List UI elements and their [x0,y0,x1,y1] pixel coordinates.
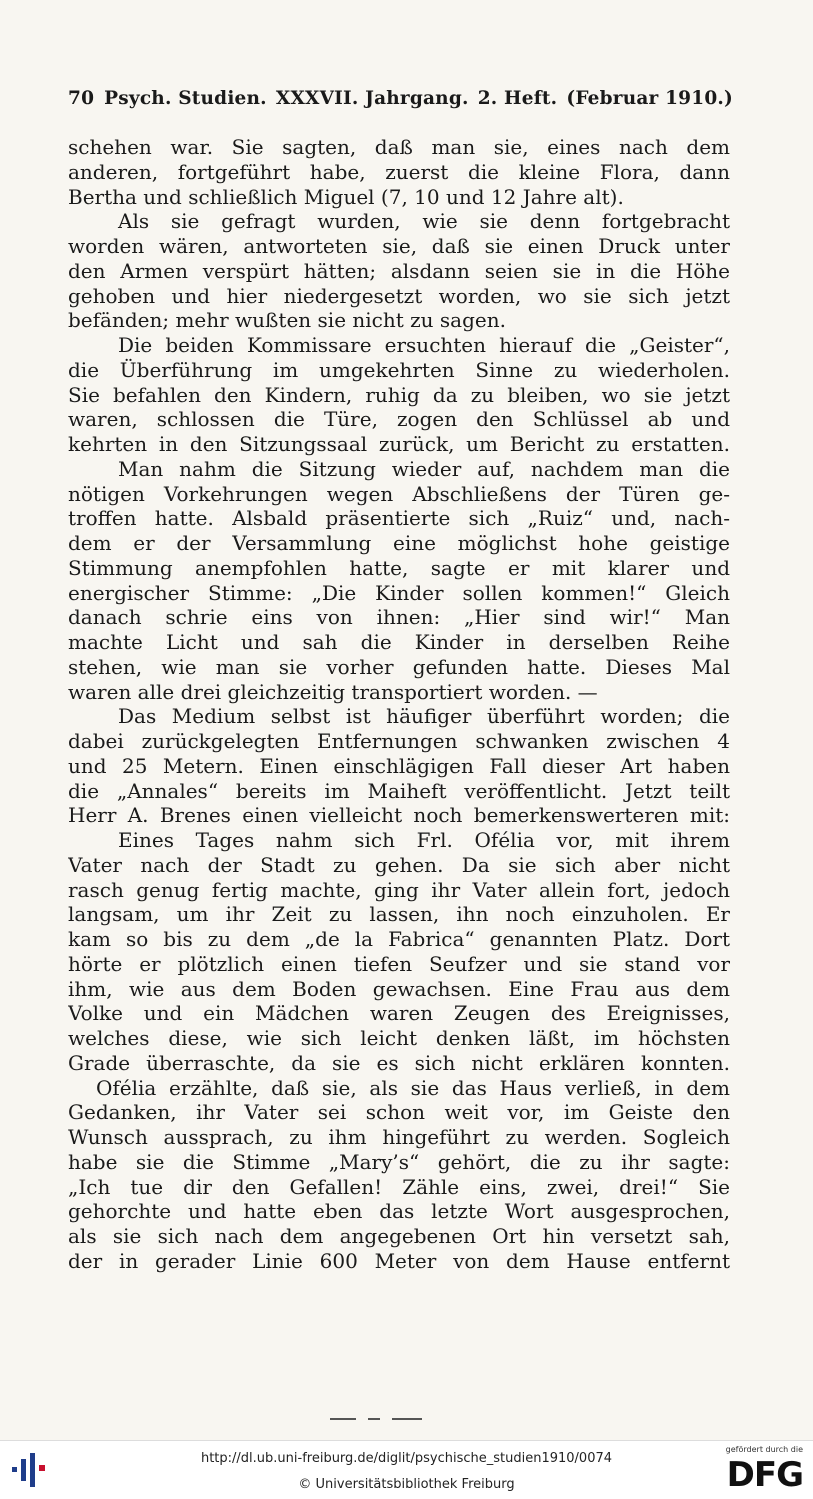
text-line: energischer Stimme: „Die Kinder sollen kommen!“ Gleich [68,580,730,605]
text-line: Grade überraschte, da sie es sich nicht erklären konnten. [68,1050,730,1075]
text-line: Herr A. Brenes einen vielleicht noch bemerkenswerteren mit: [68,803,730,828]
text-line: Bertha und schließlich Miguel (7, 10 und 12 Jahre alt). [68,184,624,209]
volume: XXXVII. Jahrgang. [275,88,469,109]
text-line: gehoben und hier niedergesetzt worden, wo sie sich jetzt [68,283,730,308]
text-line: Gedanken, ihr Vater sei schon weit vor, im Geiste den [68,1100,730,1125]
text-line: Die beiden Kommissare ersuchten hierauf die „Geister“, [118,333,730,357]
text-line: danach schrie eins von ihnen: „Hier sind wir!“ Man [68,605,730,630]
text-line: „Ich tue dir den Gefallen! Zähle eins, zwei, drei!“ Sie [68,1174,730,1199]
printer-marks [330,1418,422,1420]
body-text [68,135,730,1274]
issue: 2. Heft. [477,88,558,109]
page-number: 70 [68,88,95,109]
issue-date: (Februar 1910.) [566,88,733,109]
text-line: die Überführung im umgekehrten Sinne zu wiederholen. [68,357,730,382]
dfg-logo [713,1445,803,1495]
text-line: Ofélia erzählte, daß sie, als sie das Haus verließ, in dem [96,1075,730,1100]
text-line: der in gerader Linie 600 Meter von dem Hause entfernt [68,1248,730,1273]
text-line: Wunsch aussprach, zu ihm hingeführt zu werden. Sogleich [68,1125,730,1149]
text-line: kehrten in den Sitzungssaal zurück, um Bericht zu erstatten. [68,432,730,456]
dfg-mark: DFG [726,1455,803,1495]
text-line: Als sie gefragt wurden, wie sie denn fortgebracht [118,209,730,234]
text-line: Vater nach der Stadt zu gehen. Da sie sich aber nicht [68,852,730,877]
running-header [68,88,733,109]
text-line: Man nahm die Sitzung wieder auf, nachdem man die [118,456,730,481]
text-line: dem er der Versammlung eine möglichst hohe geistige [68,531,730,555]
text-line: troffen hatte. Alsbald präsentierte sich „Ruiz“ und, nach- [68,506,730,531]
text-line: welches diese, wie sich leicht denken läßt, im höchsten [68,1026,730,1050]
text-line: nötigen Vorkehrungen wegen Abschließens der Türen ge- [68,481,730,506]
text-line: worden wären, antworteten sie, daß sie einen Druck unter [68,234,730,258]
text-line: langsam, um ihr Zeit zu lassen, ihn noch einzuholen. Er [68,902,730,927]
text-line: dabei zurückgelegten Entfernungen schwanken zwischen 4 [68,729,730,753]
text-line: kam so bis zu dem „de la Fabrica“ genannten Platz. Dort [68,927,730,951]
text-line: den Armen verspürt hätten; alsdann seien sie in die Höhe [68,258,730,283]
copyright-notice: © Universitätsbibliothek Freiburg [298,1477,515,1492]
text-line: die „Annales“ bereits im Maiheft veröffentlicht. Jetzt teilt [68,778,730,803]
text-line: als sie sich nach dem angegebenen Ort hin versetzt sah, [68,1224,730,1248]
text-line: schehen war. Sie sagten, daß man sie, eines nach dem [68,135,730,159]
text-line: waren alle drei gleichzeitig transportiert worden. — [68,679,598,704]
text-line: gehorchte und hatte eben das letzte Wort ausgesprochen, [68,1199,730,1224]
text-line: Das Medium selbst ist häufiger überführt worden; die [118,704,730,729]
journal-title: Psych. Studien. [104,88,267,109]
text-line: anderen, fortgeführt habe, zuerst die kleine Flora, dann [68,159,730,184]
text-line: habe sie die Stimme „Mary’s“ gehört, die zu ihr sagte: [68,1149,730,1174]
dfg-tagline: gefördert durch die [725,1445,803,1454]
text-line: Volke und ein Mädchen waren Zeugen des Ereignisses, [68,1001,730,1026]
text-line: Stimmung anempfohlen hatte, sagte er mit klarer und [68,555,730,580]
footer-bar [0,1440,813,1499]
text-line: machte Licht und sah die Kinder in derselben Reihe [68,630,730,654]
header-left [68,88,267,109]
permalink-url[interactable]: http://dl.ub.uni-freiburg.de/diglit/psychische_studien1910/0074 [200,1451,613,1466]
text-line: hörte er plötzlich einen tiefen Seufzer und sie stand vor [68,951,730,976]
text-line: ihm, wie aus dem Boden gewachsen. Eine Frau aus dem [68,976,730,1001]
text-line: Eines Tages nahm sich Frl. Ofélia vor, mit ihrem [118,828,730,852]
text-line: und 25 Metern. Einen einschlägigen Fall dieser Art haben [68,753,730,778]
text-line: Sie befahlen den Kindern, ruhig da zu bleiben, wo sie jetzt [68,382,730,407]
text-line: stehen, wie man sie vorher gefunden hatte. Dieses Mal [68,654,730,679]
text-line: waren, schlossen die Türe, zogen den Schlüssel ab und [68,407,730,432]
text-line: rasch genug fertig machte, ging ihr Vater allein fort, jedoch [68,877,730,902]
text-line: befänden; mehr wußten sie nicht zu sagen. [68,308,506,333]
